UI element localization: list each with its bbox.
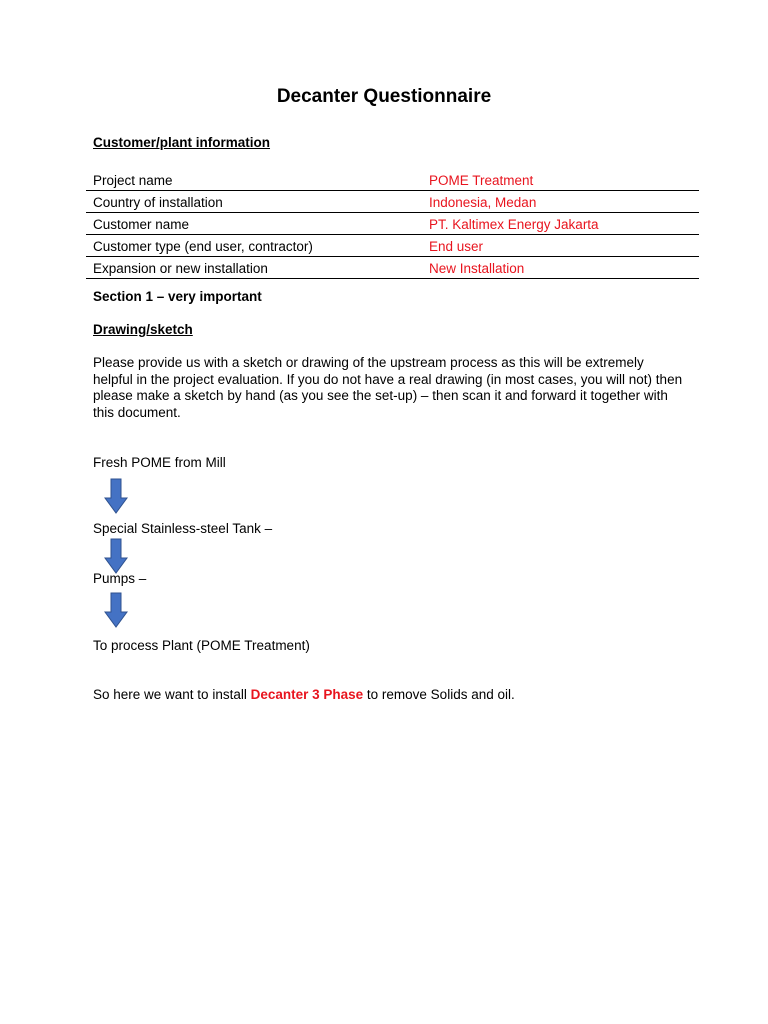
- flow-step: Special Stainless-steel Tank –: [93, 521, 273, 536]
- arrow-down-icon: [104, 538, 128, 574]
- row-label: Project name: [86, 169, 422, 191]
- decanter-highlight: Decanter 3 Phase: [250, 687, 364, 702]
- document-title: Decanter Questionnaire: [276, 86, 492, 107]
- row-label: Expansion or new installation: [86, 257, 422, 279]
- row-label: Country of installation: [86, 191, 422, 213]
- row-label: Customer type (end user, contractor): [86, 235, 422, 257]
- row-label: Customer name: [86, 213, 422, 235]
- row-value: POME Treatment: [422, 169, 699, 191]
- row-value: PT. Kaltimex Energy Jakarta: [422, 213, 699, 235]
- flow-step: Pumps –: [93, 571, 147, 586]
- customer-section-heading: Customer/plant information: [93, 135, 271, 150]
- row-value: End user: [422, 235, 699, 257]
- table-row: [86, 169, 699, 191]
- closing-suffix: to remove Solids and oil.: [363, 687, 515, 702]
- table-row: [86, 235, 699, 257]
- drawing-paragraph: Please provide us with a sketch or drawing of the upstream process as this will be extremely helpful in the project evaluation. If you do not have a real drawing (in most cases, you will not) then please make a sketch by hand (as you see the set-up) – then scan it and forward it together with this document.: [93, 355, 683, 420]
- arrow-down-icon: [104, 592, 128, 628]
- flow-step: Fresh POME from Mill: [93, 455, 226, 470]
- table-row: [86, 257, 699, 279]
- table-row: [86, 213, 699, 235]
- flow-step: To process Plant (POME Treatment): [93, 638, 310, 653]
- arrow-down-icon: [104, 478, 128, 514]
- row-value: Indonesia, Medan: [422, 191, 699, 213]
- customer-info-table: [86, 169, 699, 279]
- section1-heading: Section 1 – very important: [93, 289, 262, 304]
- closing-sentence: [93, 687, 515, 702]
- drawing-heading: Drawing/sketch: [93, 322, 193, 337]
- row-value: New Installation: [422, 257, 699, 279]
- table-row: [86, 191, 699, 213]
- closing-prefix: So here we want to install: [93, 687, 251, 702]
